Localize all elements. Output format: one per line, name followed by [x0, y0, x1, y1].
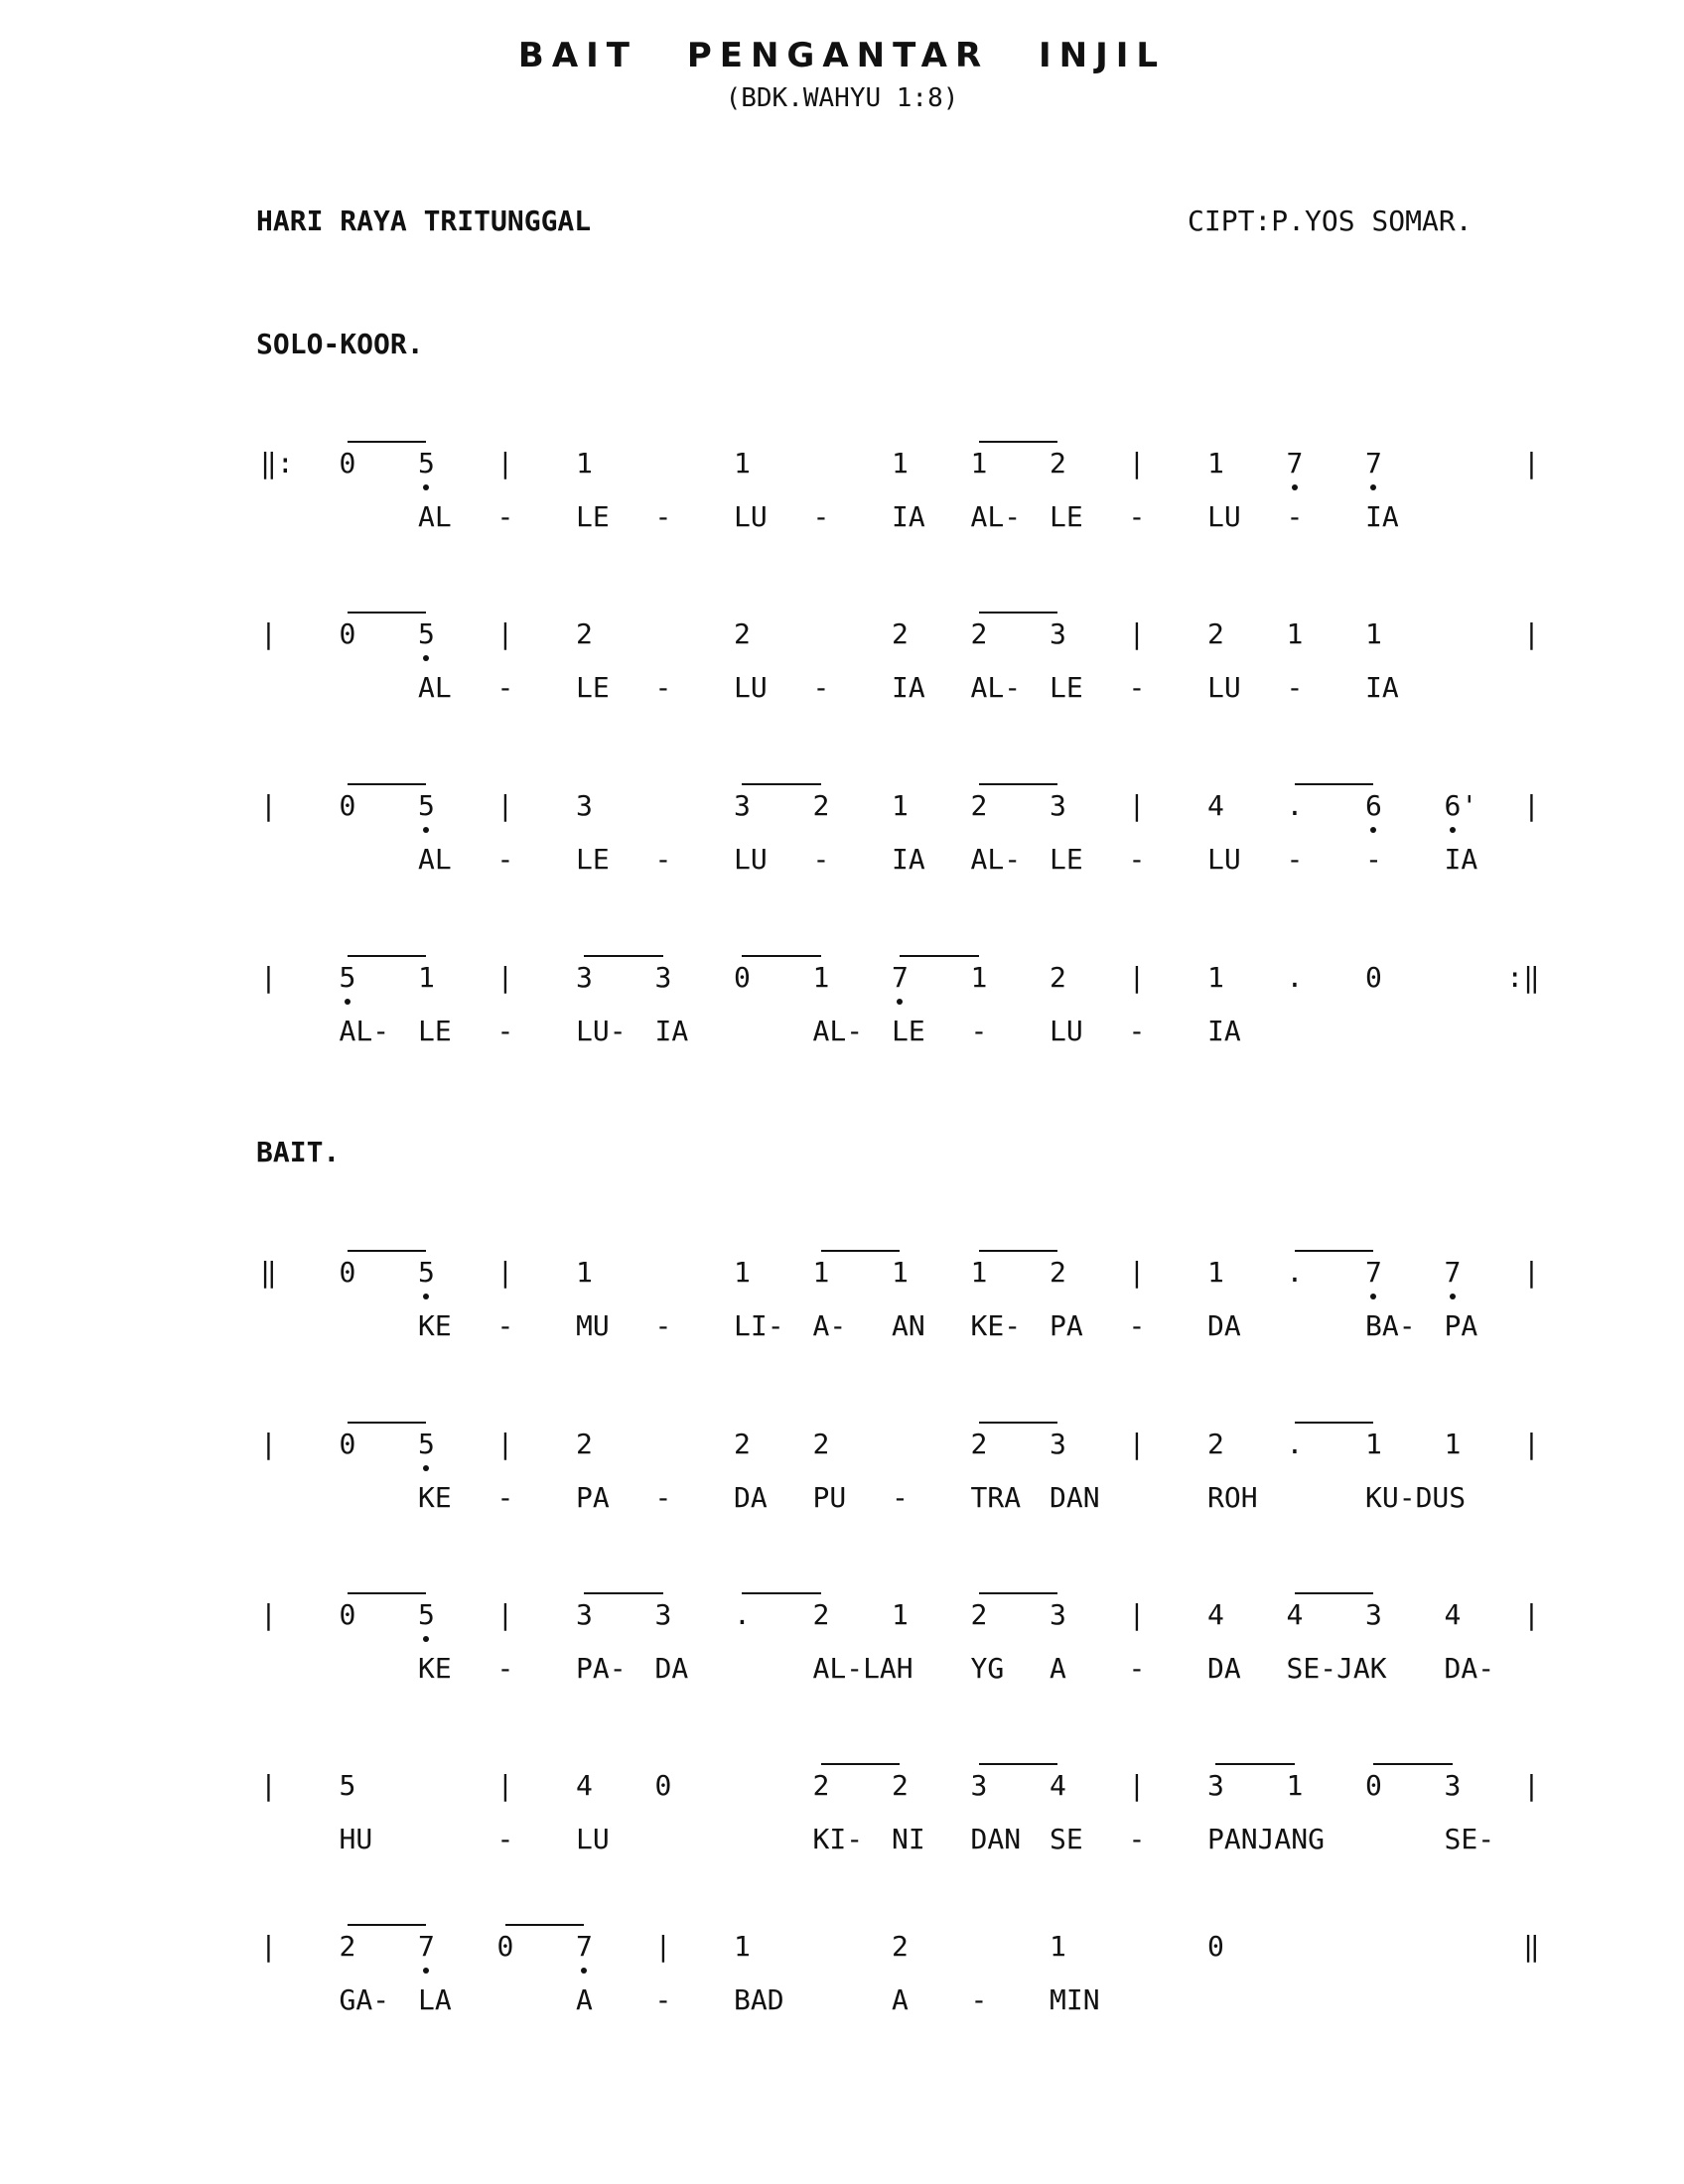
lyric-syllable: DA — [1207, 1652, 1241, 1685]
barline: | — [1128, 1598, 1146, 1631]
barline: | — [496, 961, 514, 994]
barline: | — [1523, 447, 1540, 479]
lower-octave-dot — [1370, 827, 1376, 833]
lyric-syllable: AL- — [970, 843, 1022, 876]
note: 1 — [1286, 1769, 1304, 1802]
note: 2 — [970, 1428, 988, 1460]
lyric-syllable: - — [1128, 500, 1146, 533]
lower-octave-dot — [423, 1294, 429, 1299]
lyric-syllable: - — [1286, 671, 1304, 704]
beat-group-line — [1215, 1763, 1295, 1765]
note: 1 — [970, 447, 988, 479]
beat-group-line — [742, 783, 821, 785]
lyric-syllable: - — [1128, 843, 1146, 876]
lyric-syllable: TRA — [970, 1481, 1022, 1514]
note: 3 — [576, 1598, 593, 1631]
note: 1 — [1207, 961, 1224, 994]
lyric-syllable: - — [812, 500, 830, 533]
note: 0 — [339, 1256, 356, 1289]
barline: | — [496, 1598, 514, 1631]
note: 3 — [1050, 1598, 1066, 1631]
lyric-syllable: AL- — [812, 1015, 864, 1047]
lyric-syllable: LI- — [734, 1309, 784, 1342]
note: . — [1286, 1428, 1304, 1460]
lyric-syllable: PU — [812, 1481, 847, 1514]
barline: | — [260, 961, 277, 994]
barline: | — [654, 1930, 672, 1963]
note: 5 — [418, 617, 435, 650]
lyric-syllable: KE — [418, 1481, 452, 1514]
note: 0 — [1365, 961, 1382, 994]
note: 4 — [1207, 1598, 1224, 1631]
lyric-syllable: KU-DUS — [1365, 1481, 1467, 1514]
lyric-syllable: AL- — [339, 1015, 390, 1047]
lyric-syllable: AL- — [970, 500, 1022, 533]
note: 3 — [1207, 1769, 1224, 1802]
note: . — [1286, 789, 1304, 822]
note: 3 — [576, 789, 593, 822]
note: 5 — [418, 1428, 435, 1460]
lyric-syllable: LE — [1050, 843, 1083, 876]
beat-group-line — [979, 441, 1058, 443]
barline: | — [260, 1428, 277, 1460]
lyric-syllable: LE — [576, 671, 610, 704]
lyric-syllable: - — [654, 671, 672, 704]
score-row — [0, 1930, 1684, 2039]
beat-group-line — [584, 1592, 663, 1594]
lyric-syllable: - — [970, 1983, 988, 2016]
lower-octave-dot — [1450, 827, 1456, 833]
beat-group-line — [348, 1592, 427, 1594]
note: 2 — [970, 789, 988, 822]
note: 6 — [1365, 789, 1382, 822]
score-row — [0, 447, 1684, 556]
note: 4 — [1286, 1598, 1304, 1631]
lyric-syllable: YG — [970, 1652, 1005, 1685]
lyric-syllable: - — [1128, 671, 1146, 704]
lyric-syllable: AL-LAH — [812, 1652, 913, 1685]
barline: | — [1128, 1769, 1146, 1802]
note: . — [734, 1598, 751, 1631]
lyric-syllable: PA — [1444, 1309, 1478, 1342]
note: 3 — [576, 961, 593, 994]
section-label-bait: BAIT. — [256, 1136, 341, 1168]
note: 5 — [418, 1598, 435, 1631]
barline: | — [1523, 617, 1540, 650]
note: 2 — [734, 617, 751, 650]
beat-group-line — [821, 1250, 901, 1252]
lower-octave-dot — [1292, 484, 1298, 490]
lyric-syllable: - — [654, 1481, 672, 1514]
note: 1 — [576, 1256, 593, 1289]
note: 7 — [1365, 1256, 1382, 1289]
lyric-syllable: LE — [1050, 671, 1083, 704]
beat-group-line — [584, 955, 663, 957]
note: 4 — [1444, 1598, 1462, 1631]
note: . — [1286, 1256, 1304, 1289]
lyric-syllable: A — [1050, 1652, 1066, 1685]
barline: ‖ — [260, 1256, 277, 1289]
lyric-syllable: IA — [1207, 1015, 1241, 1047]
note: 2 — [892, 1930, 909, 1963]
lyric-syllable: LE — [418, 1015, 452, 1047]
lyric-syllable: - — [496, 1015, 514, 1047]
lyric-syllable: IA — [892, 671, 925, 704]
beat-group-line — [348, 612, 427, 614]
note: 6' — [1444, 789, 1478, 822]
beat-group-line — [979, 612, 1058, 614]
barline: | — [496, 617, 514, 650]
lyric-syllable: GA- — [339, 1983, 390, 2016]
page-title: BAIT PENGANTAR INJIL — [517, 36, 1167, 75]
lyric-syllable: IA — [892, 843, 925, 876]
lower-octave-dot — [345, 999, 351, 1005]
lyric-syllable: PA — [1050, 1309, 1083, 1342]
barline: | — [260, 617, 277, 650]
note: 0 — [339, 617, 356, 650]
note: 7 — [1444, 1256, 1462, 1289]
note: 3 — [654, 961, 672, 994]
beat-group-line — [979, 1422, 1058, 1424]
lyric-syllable: - — [496, 1309, 514, 1342]
barline: | — [260, 1930, 277, 1963]
beat-group-line — [348, 1924, 427, 1926]
note: 0 — [1365, 1769, 1382, 1802]
lyric-syllable: LE — [892, 1015, 925, 1047]
lyric-syllable: LU — [1050, 1015, 1083, 1047]
lyric-syllable: - — [496, 500, 514, 533]
note: . — [1286, 961, 1304, 994]
note: 1 — [892, 1598, 909, 1631]
beat-group-line — [1295, 783, 1374, 785]
note: 1 — [1365, 1428, 1382, 1460]
note: 0 — [339, 447, 356, 479]
beat-group-line — [348, 441, 427, 443]
lyric-syllable: DAN — [970, 1823, 1022, 1855]
beat-group-line — [979, 1763, 1058, 1765]
barline: | — [260, 1598, 277, 1631]
lyric-syllable: - — [654, 843, 672, 876]
note: 1 — [734, 447, 751, 479]
lower-octave-dot — [1450, 1294, 1456, 1299]
note: 2 — [812, 1769, 830, 1802]
note: 2 — [812, 1598, 830, 1631]
note: 2 — [1050, 961, 1066, 994]
note: 1 — [1050, 1930, 1066, 1963]
lyric-syllable: AN — [892, 1309, 925, 1342]
lyric-syllable: IA — [1365, 500, 1399, 533]
lyric-syllable: AL — [418, 500, 452, 533]
lyric-syllable: PANJANG — [1207, 1823, 1326, 1855]
note: 5 — [418, 1256, 435, 1289]
barline: | — [1128, 961, 1146, 994]
note: 0 — [654, 1769, 672, 1802]
score-row — [0, 1598, 1684, 1707]
note: 4 — [1050, 1769, 1066, 1802]
note: 3 — [970, 1769, 988, 1802]
lyric-syllable: LU — [576, 1823, 610, 1855]
score-row — [0, 1769, 1684, 1878]
lyric-syllable: - — [496, 671, 514, 704]
barline: | — [1523, 1598, 1540, 1631]
note: 5 — [339, 1769, 356, 1802]
barline: ‖: — [260, 447, 294, 479]
lyric-syllable: - — [1286, 500, 1304, 533]
lyric-syllable: KE- — [970, 1309, 1022, 1342]
note: 1 — [1207, 1256, 1224, 1289]
note: 1 — [418, 961, 435, 994]
barline: | — [1523, 1769, 1540, 1802]
lyric-syllable: AL — [418, 843, 452, 876]
barline: | — [260, 789, 277, 822]
lyric-syllable: - — [1128, 1309, 1146, 1342]
lower-octave-dot — [423, 1465, 429, 1471]
lower-octave-dot — [423, 484, 429, 490]
note: 2 — [892, 617, 909, 650]
note: 1 — [892, 447, 909, 479]
barline: | — [1128, 447, 1146, 479]
lower-octave-dot — [423, 655, 429, 661]
lyric-syllable: PA — [576, 1481, 610, 1514]
note: 1 — [970, 1256, 988, 1289]
note: 0 — [339, 789, 356, 822]
lyric-syllable: A- — [812, 1309, 847, 1342]
lyric-syllable: LU — [734, 671, 768, 704]
beat-group-line — [1295, 1592, 1374, 1594]
note: 3 — [734, 789, 751, 822]
barline: | — [496, 789, 514, 822]
note: 2 — [970, 1598, 988, 1631]
lyric-syllable: - — [496, 843, 514, 876]
lyric-syllable: DA — [1207, 1309, 1241, 1342]
beat-group-line — [348, 1422, 427, 1424]
lyric-syllable: PA- — [576, 1652, 627, 1685]
lyric-syllable: IA — [654, 1015, 689, 1047]
lyric-syllable: DA — [654, 1652, 689, 1685]
note: 0 — [734, 961, 751, 994]
lyric-syllable: SE — [1050, 1823, 1083, 1855]
lyric-syllable: - — [1365, 843, 1382, 876]
note: 2 — [1207, 617, 1224, 650]
barline: | — [260, 1769, 277, 1802]
note: 0 — [339, 1428, 356, 1460]
note: 2 — [1207, 1428, 1224, 1460]
lyric-syllable: - — [496, 1652, 514, 1685]
lower-octave-dot — [423, 1636, 429, 1642]
lyric-syllable: SE- — [1444, 1823, 1495, 1855]
lyric-syllable: ROH — [1207, 1481, 1258, 1514]
note: 2 — [576, 1428, 593, 1460]
lyric-syllable: BAD — [734, 1983, 784, 2016]
note: 5 — [339, 961, 356, 994]
note: 1 — [576, 447, 593, 479]
note: 1 — [970, 961, 988, 994]
beat-group-line — [821, 1763, 901, 1765]
lyric-syllable: BA- — [1365, 1309, 1416, 1342]
lyric-syllable: DA- — [1444, 1652, 1495, 1685]
note: 3 — [1050, 617, 1066, 650]
lyric-syllable: AL- — [970, 671, 1022, 704]
lyric-syllable: KI- — [812, 1823, 864, 1855]
lyric-syllable: IA — [1365, 671, 1399, 704]
lyric-syllable: A — [892, 1983, 909, 2016]
barline: | — [496, 1769, 514, 1802]
note: 1 — [734, 1930, 751, 1963]
lower-octave-dot — [581, 1968, 587, 1974]
lyric-syllable: NI — [892, 1823, 925, 1855]
lyric-syllable: HU — [339, 1823, 373, 1855]
beat-group-line — [979, 1592, 1058, 1594]
note: 3 — [1050, 789, 1066, 822]
lyric-syllable: LE — [576, 500, 610, 533]
beat-group-line — [742, 1592, 821, 1594]
barline: :‖ — [1506, 961, 1540, 994]
note: 1 — [812, 961, 830, 994]
lyric-syllable: - — [1128, 1823, 1146, 1855]
lyric-syllable: - — [812, 671, 830, 704]
lyric-syllable: A — [576, 1983, 593, 2016]
note: 3 — [1365, 1598, 1382, 1631]
lower-octave-dot — [1370, 1294, 1376, 1299]
lyric-syllable: IA — [892, 500, 925, 533]
lyric-syllable: DA — [734, 1481, 768, 1514]
lyric-syllable: DAN — [1050, 1481, 1100, 1514]
note: 7 — [892, 961, 909, 994]
lyric-syllable: - — [496, 1481, 514, 1514]
note: 2 — [892, 1769, 909, 1802]
note: 2 — [576, 617, 593, 650]
lyric-syllable: LU — [734, 843, 768, 876]
note: 2 — [1050, 447, 1066, 479]
score-row — [0, 617, 1684, 727]
barline: | — [1523, 789, 1540, 822]
barline: | — [1523, 1428, 1540, 1460]
lower-octave-dot — [1370, 484, 1376, 490]
note: 3 — [654, 1598, 672, 1631]
occasion-label: HARI RAYA TRITUNGGAL — [256, 205, 592, 237]
lyric-syllable: - — [654, 500, 672, 533]
beat-group-line — [1295, 1250, 1374, 1252]
lyric-syllable: - — [812, 843, 830, 876]
score-row — [0, 1428, 1684, 1537]
lower-octave-dot — [423, 827, 429, 833]
barline: | — [1128, 1256, 1146, 1289]
note: 7 — [576, 1930, 593, 1963]
barline: | — [1128, 1428, 1146, 1460]
beat-group-line — [1295, 1422, 1374, 1424]
lower-octave-dot — [423, 1968, 429, 1974]
beat-group-line — [979, 783, 1058, 785]
barline: | — [1523, 1256, 1540, 1289]
lyric-syllable: LU — [1207, 671, 1241, 704]
note: 2 — [734, 1428, 751, 1460]
note: 1 — [1365, 617, 1382, 650]
note: 7 — [1286, 447, 1304, 479]
beat-group-line — [900, 955, 979, 957]
lyric-syllable: - — [970, 1015, 988, 1047]
beat-group-line — [505, 1924, 585, 1926]
lyric-syllable: - — [496, 1823, 514, 1855]
note: 5 — [418, 447, 435, 479]
lyric-syllable: LU — [734, 500, 768, 533]
lyric-syllable: LU- — [576, 1015, 627, 1047]
lyric-syllable: AL — [418, 671, 452, 704]
note: 5 — [418, 789, 435, 822]
lyric-syllable: LU — [1207, 843, 1241, 876]
note: 2 — [812, 1428, 830, 1460]
score-row — [0, 1256, 1684, 1365]
lyric-syllable: MU — [576, 1309, 610, 1342]
beat-group-line — [1373, 1763, 1453, 1765]
lyric-syllable: - — [1286, 843, 1304, 876]
score-row — [0, 789, 1684, 898]
note: 7 — [418, 1930, 435, 1963]
beat-group-line — [979, 1250, 1058, 1252]
note: 2 — [970, 617, 988, 650]
lyric-syllable: KE — [418, 1309, 452, 1342]
note: 2 — [1050, 1256, 1066, 1289]
note: 1 — [1444, 1428, 1462, 1460]
beat-group-line — [348, 1250, 427, 1252]
lower-octave-dot — [897, 999, 903, 1005]
barline: | — [496, 1428, 514, 1460]
note: 0 — [1207, 1930, 1224, 1963]
note: 3 — [1444, 1769, 1462, 1802]
scripture-reference: (BDK.WAHYU 1:8) — [725, 83, 959, 113]
lyric-syllable: - — [1128, 1015, 1146, 1047]
barline: | — [1128, 617, 1146, 650]
note: 2 — [339, 1930, 356, 1963]
score-row — [0, 961, 1684, 1070]
note: 4 — [1207, 789, 1224, 822]
barline: | — [1128, 789, 1146, 822]
beat-group-line — [348, 783, 427, 785]
lyric-syllable: - — [654, 1309, 672, 1342]
barline: | — [496, 447, 514, 479]
barline: ‖ — [1523, 1930, 1540, 1963]
note: 1 — [892, 1256, 909, 1289]
lyric-syllable: SE-JAK — [1286, 1652, 1387, 1685]
lyric-syllable: - — [654, 1983, 672, 2016]
note: 2 — [812, 789, 830, 822]
lyric-syllable: LE — [576, 843, 610, 876]
note: 1 — [734, 1256, 751, 1289]
lyric-syllable: LA — [418, 1983, 452, 2016]
note: 3 — [1050, 1428, 1066, 1460]
note: 7 — [1365, 447, 1382, 479]
lyric-syllable: LE — [1050, 500, 1083, 533]
note: 1 — [892, 789, 909, 822]
note: 1 — [1207, 447, 1224, 479]
note: 0 — [339, 1598, 356, 1631]
section-label-solo-koor: SOLO-KOOR. — [256, 328, 424, 360]
lyric-syllable: KE — [418, 1652, 452, 1685]
lyric-syllable: - — [892, 1481, 909, 1514]
composer-credit: CIPT:P.YOS SOMAR. — [1188, 205, 1473, 237]
note: 0 — [496, 1930, 514, 1963]
beat-group-line — [742, 955, 821, 957]
note: 1 — [812, 1256, 830, 1289]
lyric-syllable: IA — [1444, 843, 1478, 876]
barline: | — [496, 1256, 514, 1289]
lyric-syllable: LU — [1207, 500, 1241, 533]
beat-group-line — [348, 955, 427, 957]
lyric-syllable: MIN — [1050, 1983, 1100, 2016]
lyric-syllable: - — [1128, 1652, 1146, 1685]
note: 1 — [1286, 617, 1304, 650]
note: 4 — [576, 1769, 593, 1802]
